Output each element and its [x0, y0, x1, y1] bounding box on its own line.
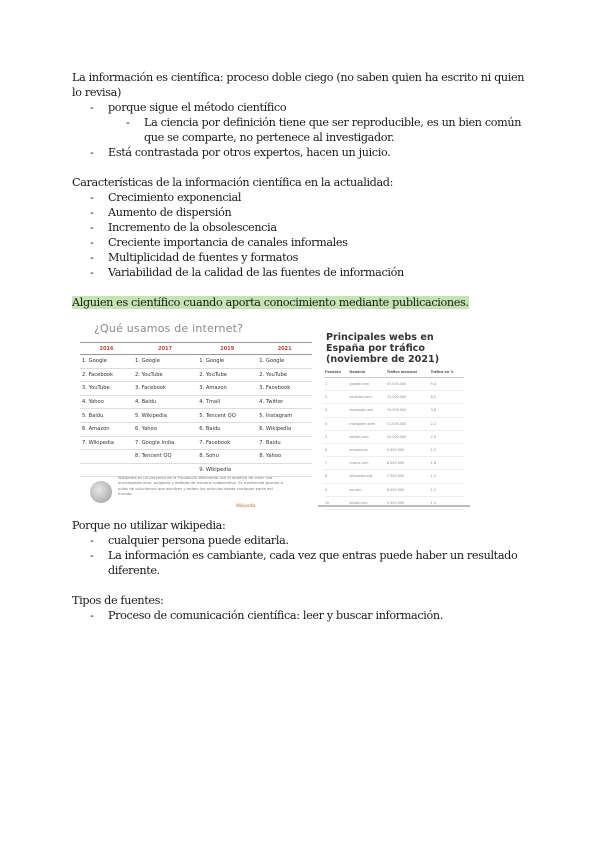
table-cell: 4. Twitter: [257, 395, 312, 409]
table-cell: google.com: [348, 378, 385, 391]
footnote-source: Wikipedia: [236, 503, 256, 508]
top-webs-table: [324, 366, 464, 510]
table-cell: 4. Tmall: [197, 395, 257, 409]
table-cell: 2,2: [430, 417, 464, 430]
table-row: [80, 382, 312, 396]
table-cell: 5. Tencent QQ: [197, 409, 257, 423]
table-cell: 8. Tencent QQ: [133, 450, 197, 464]
table-cell: 7. Wikipedia: [80, 436, 133, 450]
table-cell: 4. Baidu: [133, 395, 197, 409]
wikipedia-heading: Porque no utilizar wikipedia:: [72, 519, 226, 532]
internet-usage-image: [76, 318, 316, 510]
table-row: [80, 450, 312, 464]
table-row: [80, 436, 312, 450]
table-cell: 10: [324, 496, 348, 509]
list-item: - Creciente importancia de canales informales: [90, 235, 532, 250]
characteristics-heading: Características de la información científica en la actualidad:: [72, 176, 394, 189]
table-cell: 3. Facebook: [133, 382, 197, 396]
table-header-cell: Tráfico en %: [430, 366, 464, 378]
table-cell: 6: [324, 443, 348, 456]
list-item: - porque sigue el método científico - La ciencia por definición tiene que ser reproducible, es un bien común que se comparte, no pertenece al investigador.: [90, 100, 532, 145]
divider: [318, 505, 470, 507]
highlight-paragraph: [72, 295, 532, 310]
table-header-cell: Dominio: [348, 366, 385, 378]
table-cell: 31.000.000: [386, 391, 430, 404]
table-row: [324, 404, 464, 417]
table-cell: 1. Google: [257, 355, 312, 369]
table-cell: 3. Facebook: [257, 382, 312, 396]
table-cell: 7. Facebook: [197, 436, 257, 450]
table-header-cell: Tráfico mensual: [386, 366, 430, 378]
footnote-text: Wikipedia es un proyecto de la Fundación Wikimedia con el objetivo de crear una enciclopedia libre, políglota y editada de manera colaborativa. Es mantenida gracias a miles de voluntarios que escriben y editan los artículos desde cualquier parte del mundo.: [118, 475, 283, 497]
table-cell: 8: [324, 470, 348, 483]
table-cell: 6.000.000: [386, 483, 430, 496]
table-cell: 1,2: [430, 483, 464, 496]
table-cell: 8. Sohu: [197, 450, 257, 464]
document-body-lower: [72, 518, 532, 623]
top-webs-spain-image: [318, 330, 470, 508]
table-row: [324, 378, 464, 391]
table-row: [324, 470, 464, 483]
top-webs-title: Principales webs en España por tráfico (noviembre de 2021): [326, 332, 440, 365]
characteristics-list: [72, 190, 532, 280]
table-row: [324, 430, 464, 443]
table-cell: wikipedia.org: [348, 470, 385, 483]
table-cell: 4: [324, 417, 348, 430]
table-cell: 5. Wikipedia: [133, 409, 197, 423]
table-cell: 6,2: [430, 391, 464, 404]
table-row: [324, 496, 464, 509]
table-cell: 1: [324, 378, 348, 391]
table-row: [80, 395, 312, 409]
table-row: [80, 368, 312, 382]
table-cell: as.com: [348, 483, 385, 496]
table-header-cell: Posición: [324, 366, 348, 378]
table-row: [324, 443, 464, 456]
table-cell: instagram.com: [348, 417, 385, 430]
sub-list-item: - La ciencia por definición tiene que ser reproducible, es un bien común que se comparte, no pertenece al investigador.: [126, 115, 532, 145]
table-cell: 7. Google India: [133, 436, 197, 450]
table-cell: 1. Google: [133, 355, 197, 369]
list-item: - Variabilidad de la calidad de las fuentes de información: [90, 265, 532, 280]
table-cell: 2. YouTube: [197, 368, 257, 382]
table-cell: marca.com: [348, 457, 385, 470]
intro-list: [72, 100, 532, 160]
list-item: - La información es cambiante, cada vez que entras puede haber un resultado diferente.: [90, 548, 532, 578]
table-cell: 3. Amazon: [197, 382, 257, 396]
table-cell: facebook.com: [348, 404, 385, 417]
internet-usage-table: [80, 342, 312, 477]
table-cell: 2. YouTube: [257, 368, 312, 382]
table-cell: 9. Wikipedia: [197, 463, 257, 477]
wikipedia-globe-icon: [90, 481, 112, 503]
table-cell: 2. Facebook: [80, 368, 133, 382]
table-cell: twitter.com: [348, 430, 385, 443]
table-header-cell: 2021: [257, 343, 312, 355]
table-cell: [80, 450, 133, 464]
table-row: [324, 457, 464, 470]
table-cell: 47.000.000: [386, 378, 430, 391]
wikipedia-footnote: [90, 475, 290, 509]
list-item: - Crecimiento exponencial: [90, 190, 532, 205]
table-row: [80, 409, 312, 423]
table-cell: 9.500.000: [386, 443, 430, 456]
intro-line: La información es científica: proceso doble ciego (no saben quien ha escrito ni quien lo revisa): [72, 71, 525, 99]
table-cell: 3: [324, 404, 348, 417]
table-cell: 1,9: [430, 443, 464, 456]
table-cell: 1,6: [430, 457, 464, 470]
table-cell: 3,8: [430, 404, 464, 417]
list-item: - Está contrastada por otros expertos, hacen un juicio.: [90, 145, 532, 160]
table-cell: 1,1: [430, 496, 464, 509]
table-header-cell: 2017: [133, 343, 197, 355]
table-cell: 9,4: [430, 378, 464, 391]
table-cell: 1. Google: [197, 355, 257, 369]
table-cell: 6. Yahoo: [133, 422, 197, 436]
table-cell: 5: [324, 430, 348, 443]
list-item: - cualquier persona puede editarla.: [90, 533, 532, 548]
list-item: - Proceso de comunicación científica: leer y buscar información.: [90, 608, 532, 623]
table-row: [80, 422, 312, 436]
table-cell: 10.000.000: [386, 430, 430, 443]
highlighted-text: Alguien es científico cuando aporta conocimiento mediante publicaciones.: [72, 296, 469, 309]
table-row: [324, 391, 464, 404]
table-cell: 4. Yahoo: [80, 395, 133, 409]
table-cell: 5. Baidu: [80, 409, 133, 423]
table-cell: 7.500.000: [386, 470, 430, 483]
table-row: [80, 355, 312, 369]
list-item: - Aumento de dispersión: [90, 205, 532, 220]
table-cell: youtube.com: [348, 391, 385, 404]
table-cell: elpais.com: [348, 496, 385, 509]
table-cell: 6. Wikipedia: [257, 422, 312, 436]
sources-list: [72, 608, 532, 623]
table-cell: 8. Yahoo: [257, 450, 312, 464]
table-cell: 8.000.000: [386, 457, 430, 470]
table-cell: 1. Google: [80, 355, 133, 369]
table-cell: 6. Amazon: [80, 422, 133, 436]
table-row: [324, 483, 464, 496]
list-item: - Incremento de la obsolescencia: [90, 220, 532, 235]
table-cell: 1,5: [430, 470, 464, 483]
sub-list: [108, 115, 532, 145]
table-cell: 9: [324, 483, 348, 496]
table-cell: 3. YouTube: [80, 382, 133, 396]
table-cell: 2: [324, 391, 348, 404]
sources-heading: Tipos de fuentes:: [72, 594, 164, 607]
document-body: [72, 70, 532, 310]
table-cell: 2,0: [430, 430, 464, 443]
table-cell: 11.000.000: [386, 417, 430, 430]
table-cell: amazon.es: [348, 443, 385, 456]
table-cell: 7. Baidu: [257, 436, 312, 450]
table-header-cell: 2016: [80, 343, 133, 355]
table-cell: 7: [324, 457, 348, 470]
table-cell: 5.500.000: [386, 496, 430, 509]
table-cell: 2. YouTube: [133, 368, 197, 382]
table-cell: 5. Instagram: [257, 409, 312, 423]
table-cell: 19.000.000: [386, 404, 430, 417]
table-row: [324, 417, 464, 430]
table-header-cell: 2019: [197, 343, 257, 355]
list-item: - Multiplicidad de fuentes y formatos: [90, 250, 532, 265]
table-cell: 6. Baidu: [197, 422, 257, 436]
internet-usage-title: ¿Qué usamos de internet?: [94, 322, 244, 335]
wikipedia-list: [72, 533, 532, 578]
